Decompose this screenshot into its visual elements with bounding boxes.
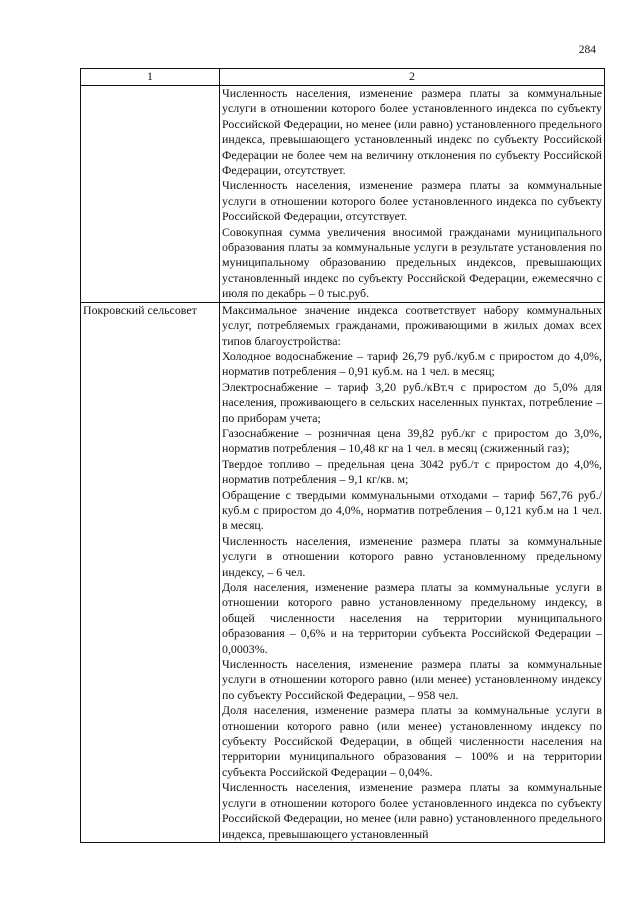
paragraph: Численность населения, изменение размера платы за коммунальные услуги в отношении которого более установленного индекса по субъекту Российской Федерации, но менее (или равно) установленного предельного индекса, превышающего установленный индекс по субъекту Российской Федерации не более чем на величину отклонения по субъекту Российской Федерации, отсутствует. <box>222 86 602 178</box>
paragraph: Твердое топливо – предельная цена 3042 руб./т с приростом до 4,0%, норматив потребления – 9,1 кг/кв. м; <box>222 456 602 487</box>
table-row <box>81 302 605 842</box>
description-cell <box>220 302 605 842</box>
paragraph: Численность населения, изменение размера платы за коммунальные услуги в отношении которого равно установленному предельному индексу, – 6 чел. <box>222 533 602 579</box>
paragraph: Доля населения, изменение размера платы за коммунальные услуги в отношении которого равно (или менее) установленному индексу по субъекту Российской Федерации, в общей численности населения на территории муниципального образования – 100% и на территории субъекта Российской Федерации – 0,04%. <box>222 703 602 779</box>
table-row <box>81 86 605 303</box>
page-number: 284 <box>578 44 596 56</box>
column-header-2: 2 <box>220 69 605 86</box>
municipality-cell: Покровский сельсовет <box>81 302 220 842</box>
municipality-cell <box>81 86 220 303</box>
paragraph: Доля населения, изменение размера платы за коммунальные услуги в отношении которого равно установленному предельному индексу, в общей численности населения на территории муниципального образования – 0,6% и на территории субъекта Российской Федерации – 0,0003%. <box>222 580 602 656</box>
table-header-row <box>81 69 605 86</box>
paragraph: Обращение с твердыми коммунальными отходами – тариф 567,76 руб./куб.м с приростом до 4,0%, норматив потребления – 0,121 куб.м на 1 чел. в месяц. <box>222 487 602 533</box>
paragraph: Совокупная сумма увеличения вносимой гражданами муниципального образования платы за коммунальные услуги в результате установления по муниципальному образованию предельных индексов, превышающих установленный индекс по субъекту Российской Федерации, ежемесячно с июля по декабрь – 0 тыс.руб. <box>222 224 602 301</box>
paragraph: Максимальное значение индекса соответствует набору коммунальных услуг, потребляемых гражданами, проживающими в жилых домах всех типов благоустройства: <box>222 302 602 348</box>
paragraph: Газоснабжение – розничная цена 39,82 руб./кг с приростом до 3,0%, норматив потребления – 10,48 кг на 1 чел. в месяц (сжиженный газ); <box>222 425 602 456</box>
document-table <box>80 68 605 843</box>
paragraph: Численность населения, изменение размера платы за коммунальные услуги в отношении которого более установленного индекса по субъекту Российской Федерации, но менее (или равно) установленного предельного индекса, превышающего установленный <box>222 780 602 841</box>
column-header-1: 1 <box>81 69 220 86</box>
description-cell <box>220 86 605 303</box>
paragraph: Электроснабжение – тариф 3,20 руб./кВт.ч с приростом до 5,0% для населения, проживающего в сельских населенных пунктах, потребление – по приборам учета; <box>222 379 602 425</box>
paragraph: Численность населения, изменение размера платы за коммунальные услуги в отношении которого равно (или менее) установленному индексу по субъекту Российской Федерации, – 958 чел. <box>222 657 602 702</box>
paragraph: Холодное водоснабжение – тариф 26,79 руб./куб.м с приростом до 4,0%, норматив потребления – 0,91 куб.м. на 1 чел. в месяц; <box>222 348 602 379</box>
paragraph: Численность населения, изменение размера платы за коммунальные услуги в отношении которого более установленного индекса по субъекту Российской Федерации, отсутствует. <box>222 178 602 224</box>
